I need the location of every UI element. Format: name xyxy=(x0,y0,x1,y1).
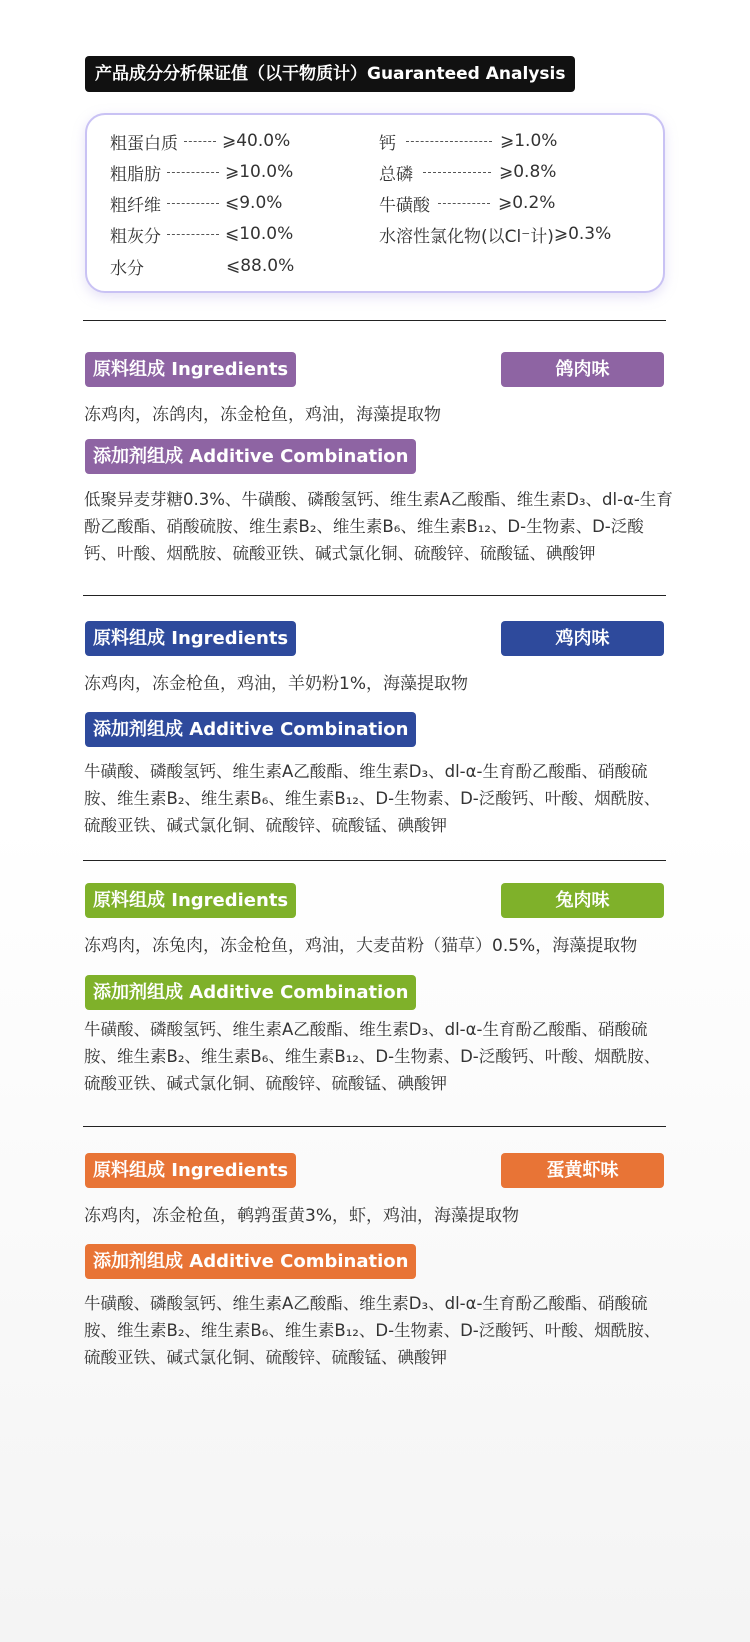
analysis-label: 粗灰分 xyxy=(110,226,161,247)
analysis-value: ⩾40.0% xyxy=(222,131,291,151)
ingredients-text: 冻鸡肉，冻兔肉，冻金枪鱼，鸡油，大麦苗粉（猫草）0.5%，海藻提取物 xyxy=(84,936,638,956)
analysis-row xyxy=(110,254,294,278)
additives-text: 低聚异麦芽糖0.3%、牛磺酸、磷酸氢钙、维生素A乙酸酯、维生素D₃、dl-α-生育酚乙酸酯、硝酸硫胺、维生素B₂、维生素B₆、维生素B₁₂、D-生物素、D-泛酸钙、叶酸、烟酰胺、硫酸亚铁、碱式氯化铜、硫酸锌、硫酸锰、碘酸钾 xyxy=(84,490,673,563)
analysis-value: ⩾1.0% xyxy=(500,131,558,151)
additives-text: 牛磺酸、磷酸氢钙、维生素A乙酸酯、维生素D₃、dl-α-生育酚乙酸酯、硝酸硫胺、维生素B₂、维生素B₆、维生素B₁₂、D-生物素、D-泛酸钙、叶酸、烟酰胺、硫酸亚铁、碱式氯化铜、硫酸锌、硫酸锰、碘酸钾 xyxy=(84,1020,661,1093)
analysis-row xyxy=(110,191,282,215)
analysis-row xyxy=(379,129,557,153)
analysis-label: 粗脂肪 xyxy=(110,164,161,185)
analysis-row xyxy=(110,160,293,184)
leader-dots xyxy=(167,203,219,204)
analysis-row xyxy=(110,129,290,153)
analysis-row xyxy=(379,160,556,184)
divider xyxy=(83,1126,666,1127)
leader-dots xyxy=(167,234,219,235)
analysis-value: ⩾0.8% xyxy=(499,162,557,182)
flavor-badge: 鸡肉味 xyxy=(501,621,664,656)
leader-dots xyxy=(438,203,490,204)
ingredients-text: 冻鸡肉，冻金枪鱼，鹌鹑蛋黄3%，虾，鸡油，海藻提取物 xyxy=(84,1206,519,1226)
additives-text: 牛磺酸、磷酸氢钙、维生素A乙酸酯、维生素D₃、dl-α-生育酚乙酸酯、硝酸硫胺、维生素B₂、维生素B₆、维生素B₁₂、D-生物素、D-泛酸钙、叶酸、烟酰胺、硫酸亚铁、碱式氯化铜、硫酸锌、硫酸锰、碘酸钾 xyxy=(84,762,661,835)
leader-dots xyxy=(423,172,491,173)
leader-dots xyxy=(167,172,219,173)
divider xyxy=(83,595,666,596)
analysis-label: 粗蛋白质 xyxy=(110,133,178,154)
analysis-label: 总磷 xyxy=(379,164,413,185)
ingredients-badge: 原料组成 Ingredients xyxy=(85,1153,296,1188)
analysis-label: 钙 xyxy=(379,133,396,154)
analysis-label: 粗纤维 xyxy=(110,195,161,216)
ingredients-badge: 原料组成 Ingredients xyxy=(85,352,296,387)
additives-badge: 添加剂组成 Additive Combination xyxy=(85,439,416,474)
analysis-row xyxy=(110,222,293,246)
analysis-row xyxy=(379,222,611,246)
analysis-value: ⩽10.0% xyxy=(225,224,294,244)
analysis-value: ⩽9.0% xyxy=(225,193,283,213)
flavor-badge: 蛋黄虾味 xyxy=(501,1153,664,1188)
analysis-title: 产品成分分析保证值（以干物质计）Guaranteed Analysis xyxy=(85,56,575,92)
leader-dots xyxy=(406,141,492,142)
ingredients-badge: 原料组成 Ingredients xyxy=(85,883,296,918)
additives-badge: 添加剂组成 Additive Combination xyxy=(85,1244,416,1279)
divider xyxy=(83,320,666,321)
additives-badge: 添加剂组成 Additive Combination xyxy=(85,975,416,1010)
analysis-label: 水分 xyxy=(110,258,144,279)
analysis-value: ⩽88.0% xyxy=(226,256,295,276)
ingredients-text: 冻鸡肉，冻鸽肉，冻金枪鱼，鸡油，海藻提取物 xyxy=(84,405,441,425)
analysis-value: ⩾0.2% xyxy=(498,193,556,213)
analysis-value: ⩾10.0% xyxy=(225,162,294,182)
ingredients-badge: 原料组成 Ingredients xyxy=(85,621,296,656)
additives-badge: 添加剂组成 Additive Combination xyxy=(85,712,416,747)
analysis-label: 水溶性氯化物(以Cl⁻计) xyxy=(379,226,554,247)
additives-text: 牛磺酸、磷酸氢钙、维生素A乙酸酯、维生素D₃、dl-α-生育酚乙酸酯、硝酸硫胺、维生素B₂、维生素B₆、维生素B₁₂、D-生物素、D-泛酸钙、叶酸、烟酰胺、硫酸亚铁、碱式氯化铜、硫酸锌、硫酸锰、碘酸钾 xyxy=(84,1294,661,1367)
flavor-badge: 鸽肉味 xyxy=(501,352,664,387)
analysis-value: ⩾0.3% xyxy=(553,224,612,244)
divider xyxy=(83,860,666,861)
analysis-label: 牛磺酸 xyxy=(379,195,430,216)
analysis-box xyxy=(85,113,665,293)
leader-dots xyxy=(184,141,216,142)
analysis-row xyxy=(379,191,555,215)
flavor-badge: 兔肉味 xyxy=(501,883,664,918)
ingredients-text: 冻鸡肉，冻金枪鱼，鸡油，羊奶粉1%，海藻提取物 xyxy=(84,674,468,694)
